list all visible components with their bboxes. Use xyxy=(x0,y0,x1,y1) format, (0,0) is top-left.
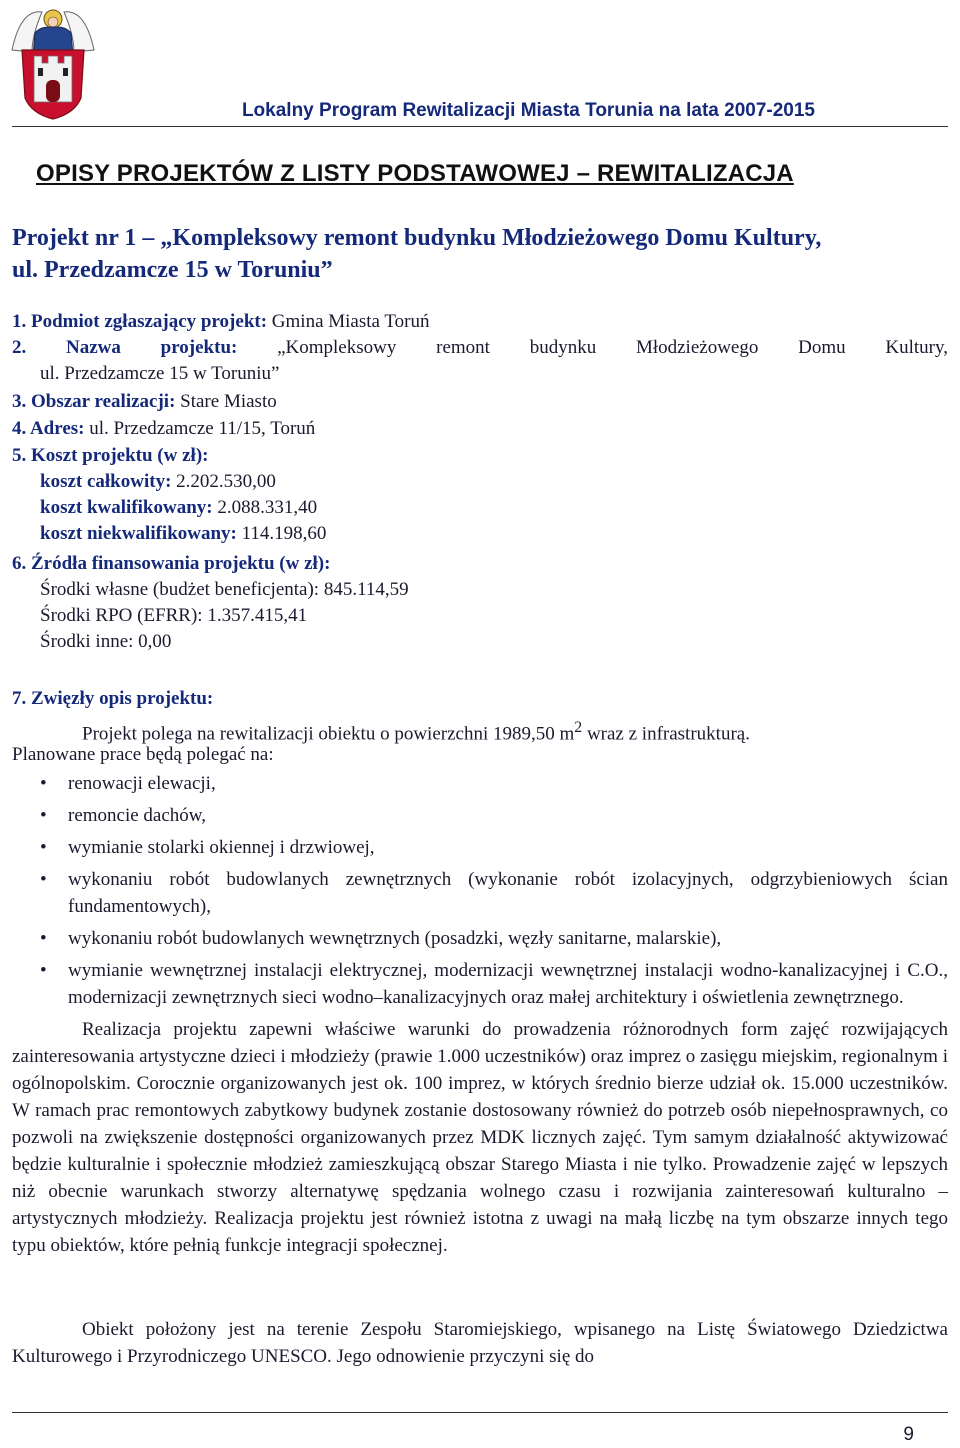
address-field xyxy=(12,416,948,442)
list-item-text: remoncie dachów, xyxy=(68,805,207,826)
program-title: Lokalny Program Rewitalizacji Miasta Torunia na lata 2007-2015 xyxy=(241,100,815,121)
project-cost-section xyxy=(12,443,948,547)
short-description-label-text: 7. Zwięzły opis projektu: xyxy=(12,688,214,709)
bullet-icon: • xyxy=(40,773,47,794)
project-name-value-line-1: „Kompleksowy remont budynku Młodzieżowego Domu Kultury, xyxy=(237,337,948,358)
short-description-label xyxy=(12,686,948,712)
list-item-text: wymianie stolarki okiennej i drzwiowej, xyxy=(68,837,375,858)
total-cost-label: koszt całkowity: xyxy=(40,471,172,492)
own-funds: Środki własne (budżet beneficjenta): 845.114,59 xyxy=(40,579,409,600)
rpo-funds: Środki RPO (EFRR): 1.357.415,41 xyxy=(40,605,308,626)
bullet-icon: • xyxy=(40,869,47,890)
project-title-line-2: ul. Przedzamcze 15 w Toruniu” xyxy=(12,257,333,283)
applicant-field xyxy=(12,309,948,335)
eligible-cost-label: koszt kwalifikowany: xyxy=(40,497,213,518)
bullet-icon: • xyxy=(40,805,47,826)
total-cost-value: 2.202.530,00 xyxy=(171,471,276,492)
list-item xyxy=(12,925,948,952)
project-name-field xyxy=(12,335,948,387)
project-name-value-line-2: ul. Przedzamcze 15 w Toruniu” xyxy=(40,363,280,384)
ineligible-cost-row xyxy=(12,521,948,547)
address-value: ul. Przedzamcze 11/15, Toruń xyxy=(84,418,316,439)
funding-sources-section xyxy=(12,551,948,655)
list-item-text: renowacji elewacji, xyxy=(68,773,216,794)
planned-work-label: Planowane prace będą polegać na: xyxy=(12,744,274,765)
eligible-cost-row xyxy=(12,495,948,521)
project-title-line-1: Projekt nr 1 – „Kompleksowy remont budynku Młodzieżowego Domu Kultury, xyxy=(12,225,822,251)
list-item-text: wymianie wewnętrznej instalacji elektrycznej, modernizacji wewnętrznej instalacji wodno-kanalizacyjnej i C.O., modernizacji zewnętrznych sieci wodno–kanalizacyjnych oraz małej architektury i oświetlenia zewnętrznego. xyxy=(68,960,948,1008)
project-name-label: 2. Nazwa projektu: xyxy=(12,337,238,358)
list-item xyxy=(12,834,948,861)
funding-sources-label: 6. Źródła finansowania projektu (w zł): xyxy=(12,553,331,574)
ineligible-cost-label: koszt niekwalifikowany: xyxy=(40,523,237,544)
bullet-icon: • xyxy=(40,837,47,858)
list-item-text: wykonaniu robót budowlanych zewnętrznych (wykonanie robót izolacyjnych, odgrzybieniowych ścian fundamentowych), xyxy=(68,869,948,917)
address-label: 4. Adres: xyxy=(12,418,85,439)
description-intro-text: Projekt polega na rewitalizacji obiektu o powierzchni 1989,50 m xyxy=(82,723,575,745)
list-item xyxy=(12,802,948,829)
description-paragraph-2: Obiekt położony jest na terenie Zespołu Staromiejskiego, wpisanego na Listę Światowego Dziedzictwa Kulturowego i Przyrodniczego UNESCO. Jego odnowienie przyczyni się do xyxy=(12,1319,948,1367)
torun-coat-of-arms-icon xyxy=(10,2,96,120)
other-funds: Środki inne: 0,00 xyxy=(40,631,172,652)
implementation-area-label: 3. Obszar realizacji: xyxy=(12,391,176,412)
implementation-area-field xyxy=(12,389,948,415)
list-item xyxy=(12,957,948,1011)
total-cost-row xyxy=(12,469,948,495)
area-unit-superscript: 2 xyxy=(574,719,583,736)
applicant-label: 1. Podmiot zgłaszający projekt: xyxy=(12,311,268,332)
header-divider xyxy=(12,126,948,127)
list-item-text: wykonaniu robót budowlanych wewnętrznych (posadzki, węzły sanitarne, malarskie), xyxy=(68,928,722,949)
project-cost-label: 5. Koszt projektu (w zł): xyxy=(12,445,209,466)
description-paragraph-1: Realizacja projektu zapewni właściwe warunki do prowadzenia różnorodnych form zajęć rozwijających zainteresowania artystyczne dzieci i młodzieży (prawie 1.000 uczestników) oraz imprez o zasięgu miejskim, regionalnym i ogólnopolskim. Corocznie organizowanych jest ok. 100 imprez, w których średnio bierze udział ok. 15.000 uczestników. W ramach prac remontowych zabytkowy budynek zostanie dostosowany również do potrzeb osób niepełnosprawnych, co pozwoli na zwiększenie dostępności organizowanych przez MDK licznych zajęć. Tym samym działalność aktywizować będzie kulturalnie i społecznie młodzież zamieszkującą obszar Starego Miasta i nie tylko. Prowadzenie zajęć w lepszych niż obecnie warunkach stworzy alternatywę spędzania wolnego czasu i rozwijania zainteresowań kulturalno – artystycznych młodzieży. Realizacja projektu jest również istotna z uwagi na małą liczbę na tym obszarze innych tego typu obiektów, które pełnią funkcje integracji społecznej. xyxy=(12,1019,948,1256)
list-item xyxy=(12,866,948,920)
section-title: OPISY PROJEKTÓW Z LISTY PODSTAWOWEJ – REWITALIZACJA xyxy=(36,160,794,187)
project-title xyxy=(12,222,948,286)
footer-divider xyxy=(12,1412,948,1413)
implementation-area-value: Stare Miasto xyxy=(175,391,277,412)
page-number: 9 xyxy=(903,1424,914,1445)
description-intro-end: wraz z infrastrukturą. xyxy=(582,723,750,745)
planned-work-list xyxy=(12,770,948,1016)
ineligible-cost-value: 114.198,60 xyxy=(236,523,327,544)
applicant-value: Gmina Miasta Toruń xyxy=(267,311,430,332)
bullet-icon: • xyxy=(40,960,47,981)
eligible-cost-value: 2.088.331,40 xyxy=(212,497,318,518)
bullet-icon: • xyxy=(40,928,47,949)
list-item xyxy=(12,770,948,797)
